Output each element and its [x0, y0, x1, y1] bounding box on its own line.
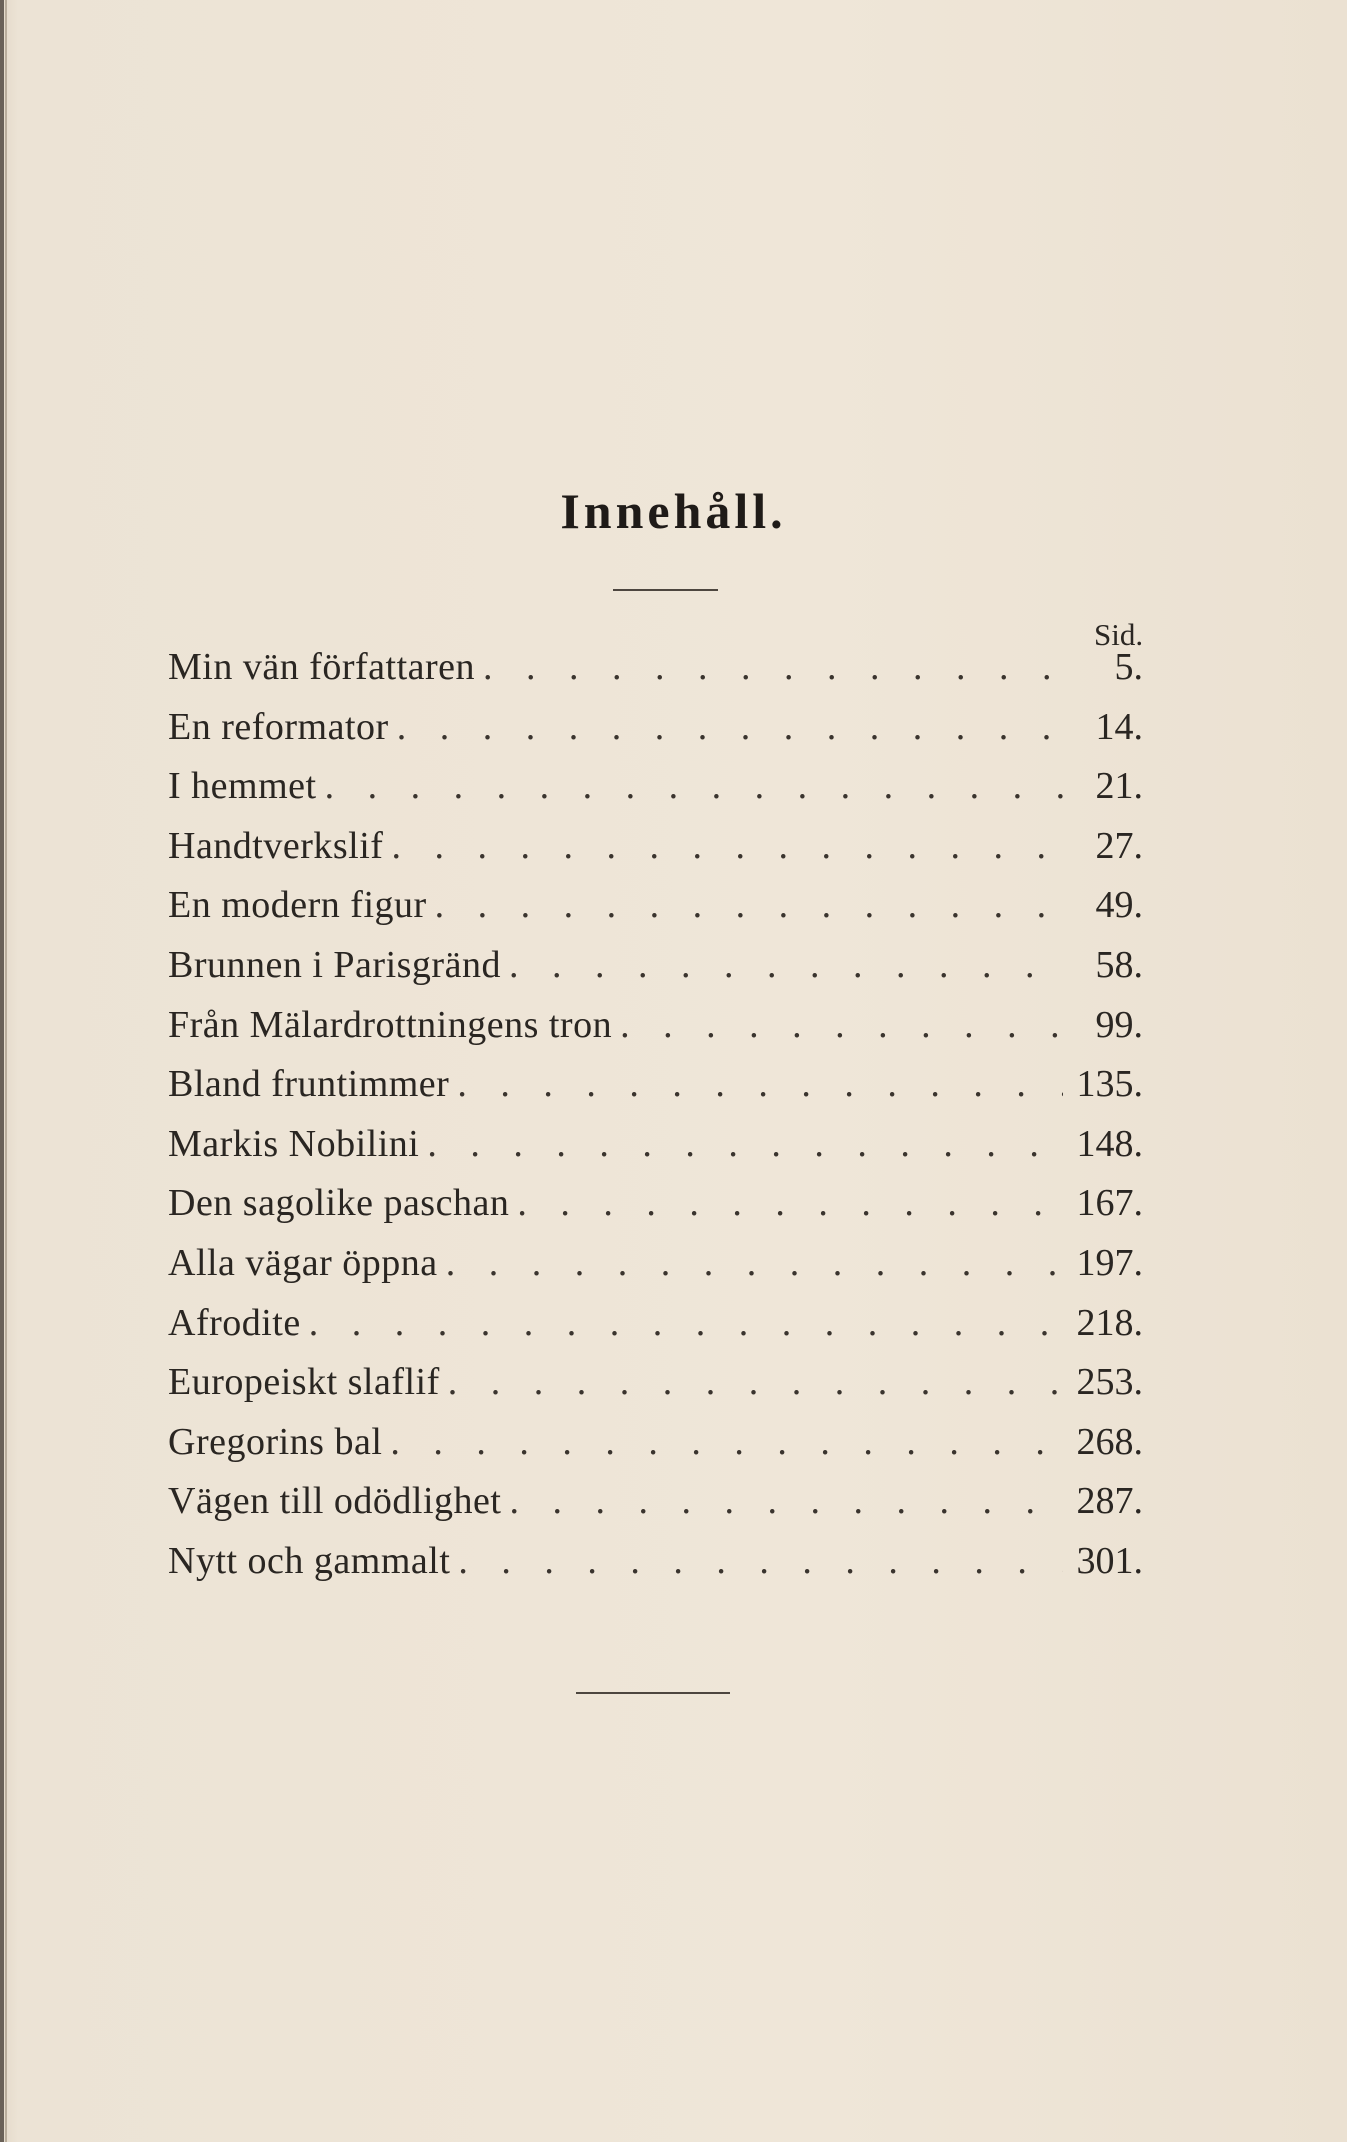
dot-leader [389, 698, 1063, 758]
toc-entry-title: Europeiskt slaflif [168, 1361, 440, 1404]
toc-entry-page: 99. [1095, 1003, 1143, 1046]
toc-entry-page: 218. [1076, 1301, 1143, 1344]
dot-leader [383, 817, 1063, 877]
toc-entry-title: Nytt och gammalt [168, 1539, 451, 1582]
dot-leader [427, 876, 1063, 936]
toc-entry-title: Från Mälardrottningens tron [168, 1003, 613, 1046]
toc-entry-page: 49. [1095, 884, 1143, 927]
page-title: Innehåll. [560, 483, 787, 539]
toc-entry-title: Markis Nobilini [168, 1122, 420, 1165]
toc-entry-page: 197. [1076, 1241, 1143, 1284]
toc-entry-page: 253. [1076, 1361, 1143, 1404]
dot-leader [612, 996, 1063, 1056]
dot-leader [449, 1055, 1063, 1115]
toc-entry [168, 1234, 1143, 1294]
toc-entry-title: Min vän författaren [168, 646, 476, 688]
toc-entry-page: 148. [1076, 1122, 1143, 1165]
toc-entry-title: Den sagolike paschan [168, 1182, 510, 1225]
toc-entry [168, 1055, 1143, 1115]
toc-entry [168, 1115, 1143, 1175]
toc-entry [168, 817, 1143, 877]
dot-leader [301, 1294, 1063, 1354]
table-of-contents [168, 638, 1143, 1592]
toc-entry-page: 167. [1076, 1182, 1143, 1225]
dot-leader [440, 1353, 1063, 1413]
toc-entry [168, 1353, 1143, 1413]
toc-entry-page: 5. [1114, 646, 1143, 688]
toc-entry [168, 876, 1143, 936]
dot-leader [501, 1472, 1063, 1532]
dot-leader [509, 1174, 1063, 1234]
toc-entry [168, 996, 1143, 1056]
toc-entry-page: 301. [1076, 1539, 1143, 1582]
dot-leader [317, 757, 1063, 817]
toc-entry-title: Bland fruntimmer [168, 1063, 450, 1106]
dot-leader [382, 1413, 1063, 1473]
toc-entry [168, 1413, 1143, 1473]
dot-leader [419, 1115, 1063, 1175]
toc-entry-page: 14. [1095, 705, 1143, 748]
title-divider [613, 589, 718, 591]
page-column-label: Sid. [1094, 617, 1144, 652]
toc-entry-title: Brunnen i Parisgränd [168, 943, 501, 986]
toc-entry-title: I hemmet [168, 765, 317, 808]
toc-entry [168, 698, 1143, 758]
toc-entry [168, 1472, 1143, 1532]
toc-entry-title: Gregorins bal [168, 1420, 383, 1463]
toc-entry [168, 1174, 1143, 1234]
dot-leader [475, 638, 1063, 698]
toc-entry [168, 936, 1143, 996]
toc-entry-page: 287. [1076, 1480, 1143, 1523]
dot-leader [450, 1532, 1063, 1592]
toc-entry [168, 1294, 1143, 1354]
toc-entry-title: Handtverkslif [168, 824, 384, 867]
toc-entry-title: Vägen till odödlighet [168, 1480, 502, 1523]
toc-entry-page: 135. [1076, 1063, 1143, 1106]
toc-entry-title: Alla vägar öppna [168, 1241, 438, 1284]
page-spine-edge [0, 0, 4, 2142]
toc-entry-page: 21. [1095, 765, 1143, 808]
toc-entry-page: 268. [1076, 1420, 1143, 1463]
toc-entry-page: 27. [1095, 824, 1143, 867]
page-spine-shadow [5, 0, 7, 2142]
dot-leader [438, 1234, 1063, 1294]
toc-entry-title: En reformator [168, 705, 389, 748]
toc-entry-title: Afrodite [168, 1301, 301, 1344]
toc-entry-page: 58. [1095, 943, 1143, 986]
toc-entry [168, 757, 1143, 817]
toc-entry [168, 1532, 1143, 1592]
closing-divider [576, 1692, 730, 1694]
toc-entry-title: En modern figur [168, 884, 427, 927]
toc-entry [168, 638, 1143, 698]
dot-leader [501, 936, 1063, 996]
